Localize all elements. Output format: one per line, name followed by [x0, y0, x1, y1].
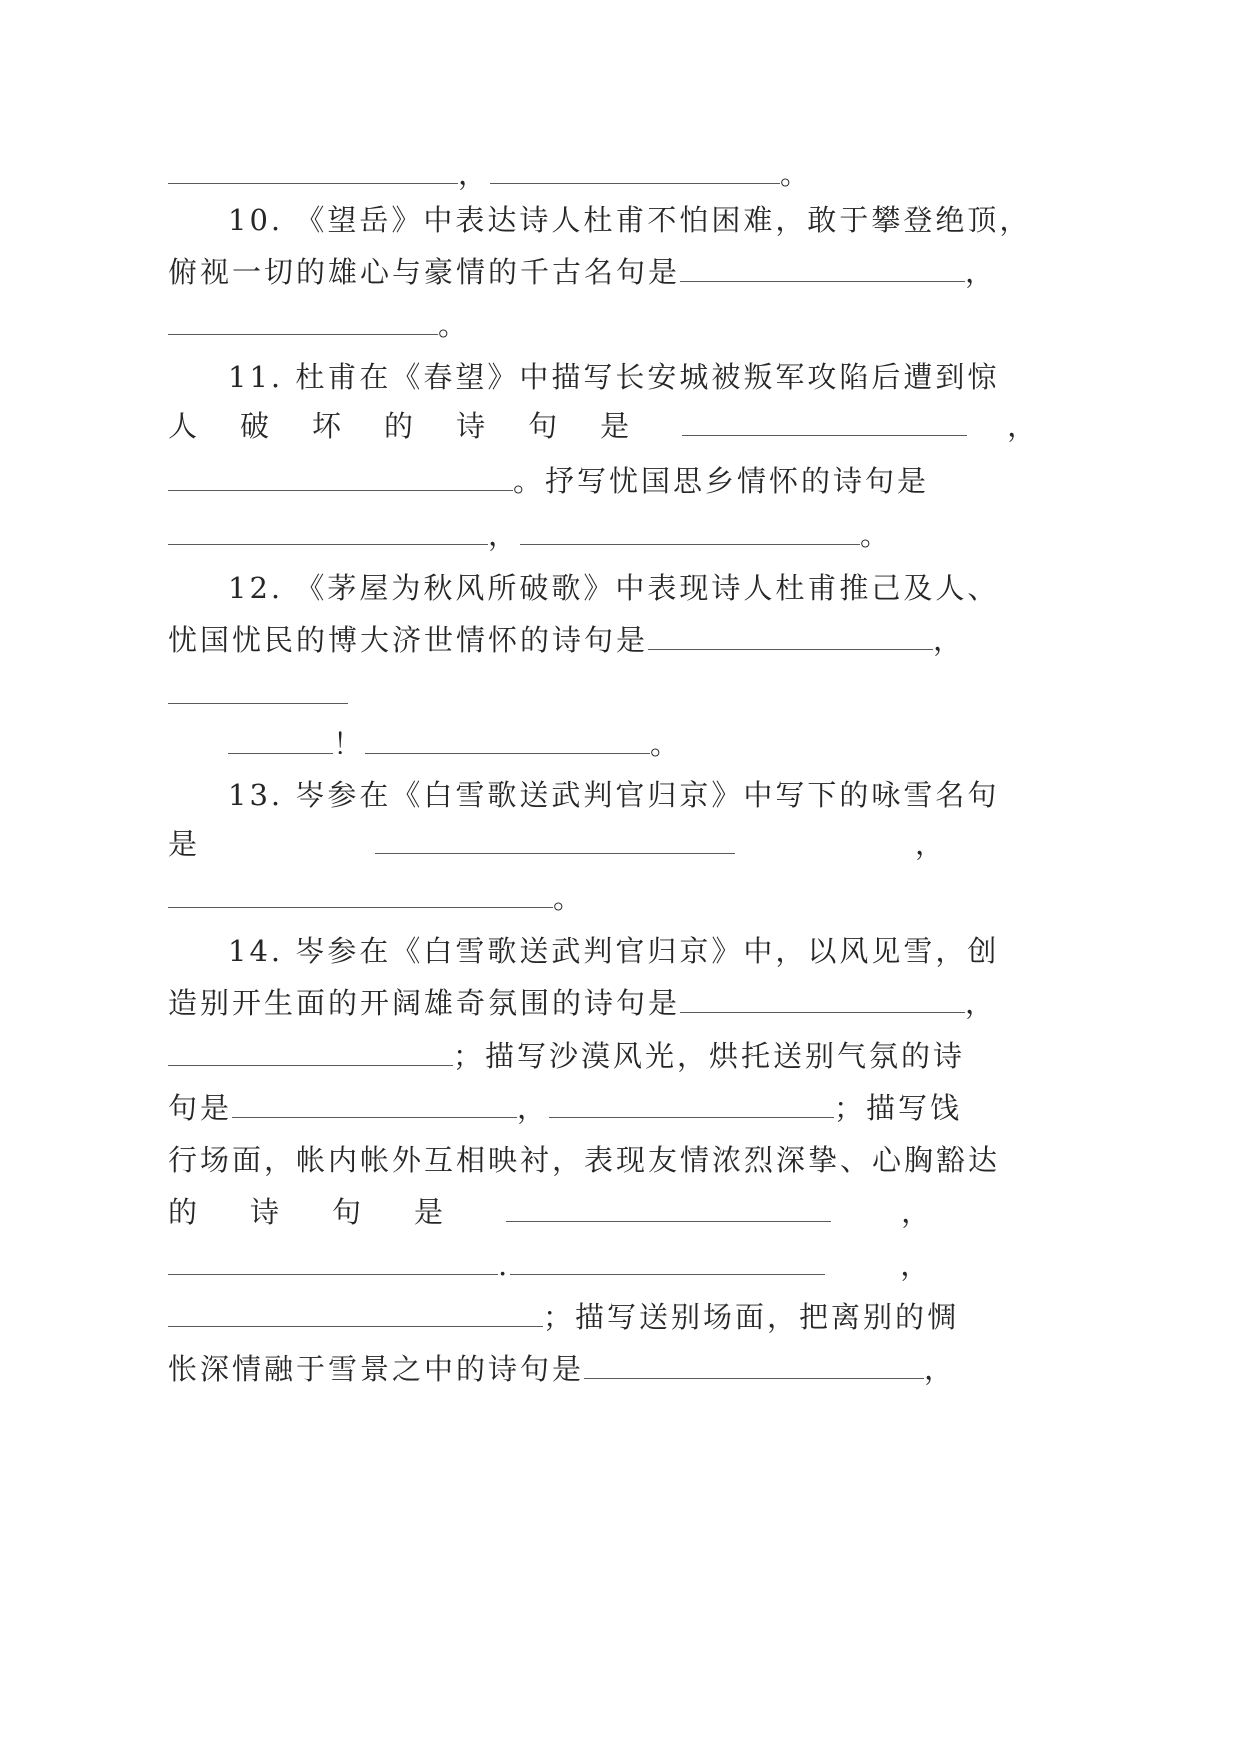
- justify-gap: [446, 1221, 496, 1222]
- answer-blank[interactable]: [365, 731, 650, 754]
- spacer: [967, 435, 1007, 436]
- text-line: [228, 773, 1098, 817]
- text-line: [168, 672, 1038, 716]
- answer-blank[interactable]: [168, 1304, 543, 1327]
- text-line: [168, 152, 1038, 196]
- text-segment: 13. 岑参在《白雪歌送武判官归京》中写下的咏雪名句: [228, 778, 1000, 812]
- text-segment: 。: [553, 881, 586, 915]
- text-line: [228, 722, 1098, 766]
- text-segment: 的: [384, 409, 417, 443]
- text-line: [168, 1138, 1038, 1182]
- text-line: [228, 198, 1098, 242]
- text-segment: 是: [414, 1195, 447, 1229]
- text-segment: 。: [438, 308, 471, 342]
- text-segment: ，: [458, 157, 491, 191]
- text-segment: ，: [488, 518, 521, 552]
- text-segment: 。: [780, 157, 813, 191]
- spacer: [831, 1221, 901, 1222]
- answer-blank[interactable]: [680, 259, 965, 282]
- answer-blank[interactable]: [506, 1199, 831, 1222]
- text-segment: 是: [600, 409, 633, 443]
- text-line: [168, 303, 1038, 347]
- text-segment: 的: [168, 1195, 201, 1229]
- text-segment: 造别开生面的开阔雄奇氛围的诗句是: [168, 986, 681, 1020]
- text-segment: 。: [860, 518, 893, 552]
- justify-gap: [560, 435, 600, 436]
- answer-blank[interactable]: [228, 731, 333, 754]
- answer-blank[interactable]: [510, 1252, 825, 1275]
- spacer: [200, 853, 375, 854]
- spacer: [496, 1221, 506, 1222]
- justify-gap: [488, 435, 528, 436]
- text-segment: 忧国忧民的博大济世情怀的诗句是: [168, 623, 649, 657]
- text-segment: 句: [332, 1195, 365, 1229]
- text-segment: ，: [517, 1091, 550, 1125]
- answer-blank[interactable]: [375, 831, 735, 854]
- text-segment: ，: [915, 827, 948, 861]
- justify-gap: [282, 1221, 332, 1222]
- text-segment: 俯视一切的雄心与豪情的千古名句是: [168, 255, 681, 289]
- answer-blank[interactable]: [168, 681, 348, 704]
- answer-blank[interactable]: [168, 1043, 453, 1066]
- text-segment: ，: [1007, 409, 1040, 443]
- text-line: [168, 1243, 1038, 1287]
- text-segment: ，: [965, 986, 998, 1020]
- text-line: [168, 1190, 1038, 1234]
- justify-gap: [344, 435, 384, 436]
- text-line: [168, 1347, 1038, 1391]
- justify-gap: [200, 435, 240, 436]
- answer-blank[interactable]: [168, 1252, 498, 1275]
- answer-blank[interactable]: [168, 522, 488, 545]
- text-line: [168, 459, 1038, 503]
- text-segment: 破: [240, 409, 273, 443]
- spacer: [825, 1274, 900, 1275]
- text-segment: 11. 杜甫在《春望》中描写长安城被叛军攻陷后遭到惊: [228, 360, 1000, 394]
- text-line: [168, 1034, 1038, 1078]
- text-segment: 是: [168, 827, 201, 861]
- text-segment: ，: [901, 1195, 934, 1229]
- answer-blank[interactable]: [520, 522, 860, 545]
- answer-blank[interactable]: [168, 161, 458, 184]
- text-segment: 14. 岑参在《白雪歌送武判官归京》中，以风见雪，创: [228, 934, 1000, 968]
- answer-blank[interactable]: [490, 161, 780, 184]
- text-line: [168, 513, 1038, 557]
- answer-blank[interactable]: [168, 885, 553, 908]
- text-line: [168, 876, 1038, 920]
- text-line: [168, 981, 1038, 1025]
- text-line: [168, 618, 1038, 662]
- text-line: [168, 250, 1038, 294]
- text-segment: ；描写沙漠风光，烘托送别气氛的诗: [453, 1039, 966, 1073]
- text-segment: 坏: [312, 409, 345, 443]
- text-segment: 人: [168, 409, 201, 443]
- answer-blank[interactable]: [648, 627, 933, 650]
- text-line: [168, 1295, 1038, 1339]
- text-segment: 行场面，帐内帐外互相映衬，表现友情浓烈深挚、心胸豁达: [168, 1143, 1001, 1177]
- justify-gap: [632, 435, 682, 436]
- text-segment: 。: [650, 727, 683, 761]
- spacer: [735, 853, 915, 854]
- text-segment: ，: [900, 1248, 933, 1282]
- text-segment: 句是: [168, 1091, 233, 1125]
- justify-gap: [272, 435, 312, 436]
- text-line: [228, 929, 1098, 973]
- text-segment: 句: [528, 409, 561, 443]
- text-line: [168, 404, 1038, 448]
- text-segment: ，: [933, 623, 966, 657]
- answer-blank[interactable]: [549, 1095, 834, 1118]
- text-segment: 诗: [250, 1195, 283, 1229]
- answer-blank[interactable]: [232, 1095, 517, 1118]
- justify-gap: [416, 435, 456, 436]
- answer-blank[interactable]: [680, 990, 965, 1013]
- answer-blank[interactable]: [584, 1356, 924, 1379]
- answer-blank[interactable]: [682, 413, 967, 436]
- text-segment: 10. 《望岳》中表达诗人杜甫不怕困难，敢于攀登绝顶，: [228, 203, 1032, 237]
- text-segment: ，: [965, 255, 998, 289]
- text-segment: 诗: [456, 409, 489, 443]
- answer-blank[interactable]: [168, 312, 438, 335]
- text-segment: ，: [924, 1352, 957, 1386]
- text-segment: 。抒写忧国思乡情怀的诗句是: [513, 464, 930, 498]
- text-line: [228, 566, 1098, 610]
- justify-gap: [200, 1221, 250, 1222]
- text-segment: 怅深情融于雪景之中的诗句是: [168, 1352, 585, 1386]
- text-segment: ；描写送别场面，把离别的惆: [543, 1300, 960, 1334]
- text-segment: ；描写饯: [834, 1091, 963, 1125]
- text-line: [228, 355, 1098, 399]
- justify-gap: [364, 1221, 414, 1222]
- answer-blank[interactable]: [168, 468, 513, 491]
- text-segment: .: [498, 1248, 511, 1282]
- text-line: [168, 1086, 1038, 1130]
- text-line: [168, 822, 1038, 866]
- text-segment: ！: [333, 727, 366, 761]
- text-segment: 12. 《茅屋为秋风所破歌》中表现诗人杜甫推己及人、: [228, 571, 1000, 605]
